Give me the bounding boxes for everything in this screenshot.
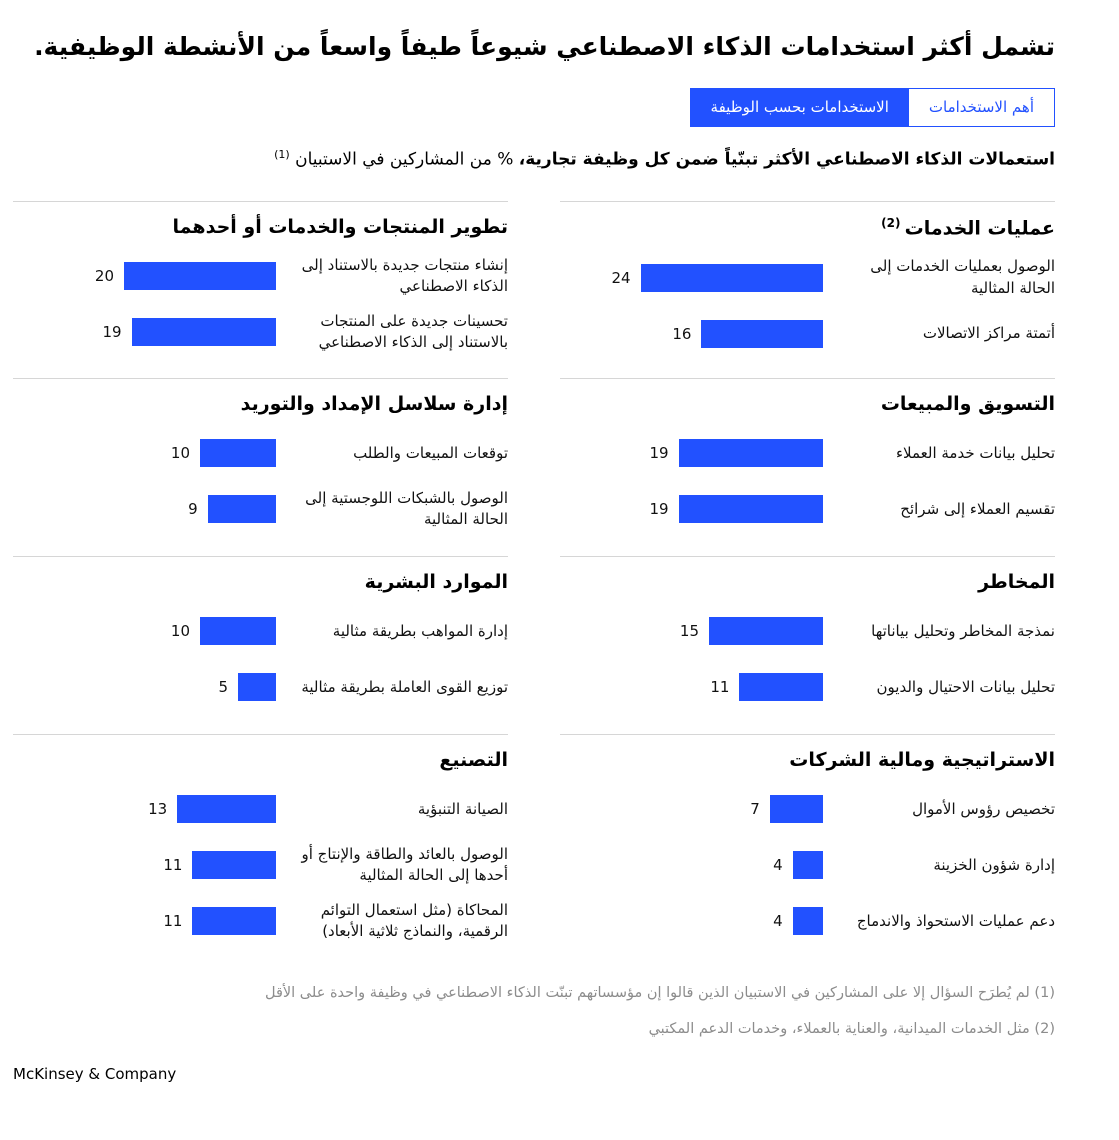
bar-row — [13, 304, 508, 360]
bar-value: 11 — [710, 678, 730, 697]
bar-label: تقسيم العملاء إلى شرائح — [900, 499, 1055, 518]
bar-row — [560, 893, 1055, 949]
bar — [124, 262, 276, 290]
bar — [208, 495, 276, 523]
bar — [770, 795, 823, 823]
chart-subtitle-bold: استعمالات الذكاء الاصطناعي الأكثر تبنّياً ضمن كل وظيفة تجارية، — [518, 149, 1055, 170]
section-title: التصنيع — [439, 749, 508, 772]
section-title: إدارة سلاسل الإمداد والتوريد — [240, 393, 508, 416]
function-section — [560, 201, 1055, 378]
bar-label: تخصيص رؤوس الأموال — [912, 799, 1055, 818]
bar-row — [13, 481, 508, 537]
bar-row — [13, 603, 508, 659]
section-title: الاستراتيجية ومالية الشركات — [789, 749, 1055, 772]
section-rows — [560, 781, 1055, 949]
tab-uses-by-function-label: الاستخدامات بحسب الوظيفة — [710, 97, 889, 116]
bar-label: توقعات المبيعات والطلب — [353, 443, 508, 462]
bar-cell — [560, 320, 823, 348]
bar-row — [560, 659, 1055, 715]
bar — [641, 264, 823, 292]
tab-uses-by-function[interactable] — [691, 89, 909, 126]
bar-value: 24 — [611, 268, 631, 287]
section-title: تطوير المنتجات والخدمات أو أحدهما — [172, 216, 508, 239]
bar-value: 19 — [102, 323, 122, 342]
bar — [200, 617, 276, 645]
mckinsey-wordmark: McKinsey & Company — [13, 1064, 177, 1083]
section-rows — [13, 248, 508, 360]
bar-cell — [560, 439, 823, 467]
bar-value: 11 — [163, 856, 183, 875]
bar — [739, 673, 823, 701]
bar-cell — [560, 495, 823, 523]
bar-row — [560, 603, 1055, 659]
bar-cell — [560, 795, 823, 823]
bar-row — [13, 837, 508, 893]
bar-value: 10 — [170, 444, 190, 463]
bar — [192, 907, 276, 935]
bar-label: تحليل بيانات الاحتيال والديون — [876, 677, 1055, 696]
bar-cell — [13, 795, 276, 823]
chart-title: تشمل أكثر استخدامات الذكاء الاصطناعي شيوعاً طيفاً واسعاً من الأنشطة الوظيفية. — [34, 32, 1055, 61]
tab-top-uses-label: أهم الاستخدامات — [928, 97, 1034, 116]
bar-value: 16 — [672, 324, 692, 343]
bar — [177, 795, 276, 823]
function-section — [13, 734, 508, 949]
bar-value: 4 — [773, 856, 783, 875]
bar — [793, 851, 823, 879]
section-rows — [560, 603, 1055, 715]
section-rows — [13, 781, 508, 949]
function-section — [13, 201, 508, 378]
section-title: عمليات الخدمات — [904, 217, 1055, 240]
footnotes — [13, 983, 1055, 1041]
tab-top-uses[interactable] — [909, 89, 1054, 126]
bar-cell — [560, 264, 823, 292]
bar — [200, 439, 276, 467]
footnote-2: (2) مثل الخدمات الميدانية، والعناية بالعملاء، وخدمات الدعم المكتبي — [648, 1021, 1055, 1038]
section-rows — [560, 425, 1055, 537]
chart-subtitle-unit: % من المشاركين في الاستبيان — [295, 149, 514, 170]
bar-value: 15 — [679, 622, 699, 641]
bar-row — [13, 248, 508, 304]
function-section — [13, 556, 508, 734]
section-rows — [13, 425, 508, 537]
bar-label: الوصول بعمليات الخدمات إلى الحالة المثالية — [870, 256, 1055, 297]
bar-label: الوصول بالشبكات اللوجستية إلى الحالة المثالية — [305, 488, 508, 529]
bar — [709, 617, 823, 645]
bar-row — [13, 893, 508, 949]
bar-label: المحاكاة (مثل استعمال التوائم الرقمية، والنماذج ثلاثية الأبعاد) — [320, 900, 508, 941]
bar — [192, 851, 276, 879]
bar-value: 10 — [170, 622, 190, 641]
bar-label: تحليل بيانات خدمة العملاء — [895, 443, 1055, 462]
bar-label: الصيانة التنبؤية — [417, 799, 508, 818]
bar-cell — [560, 851, 823, 879]
section-footnote-marker: (2) — [881, 216, 905, 231]
bar-cell — [13, 439, 276, 467]
bar-label: أتمتة مراكز الاتصالات — [922, 323, 1055, 342]
bar-value: 19 — [649, 444, 669, 463]
footnote-1: (1) لم يُطرَح السؤال إلا على المشاركين في الاستبيان الذين قالوا إن مؤسساتهم تبنّت الذكاء الاصطناعي في وظيفة واحدة على الأقل — [264, 985, 1055, 1002]
bar-value: 9 — [188, 500, 198, 519]
bar-label: توزيع القوى العاملة بطريقة مثالية — [301, 677, 508, 696]
view-toggle — [690, 88, 1055, 127]
bar-cell — [560, 617, 823, 645]
bar-row — [560, 425, 1055, 481]
bar-row — [560, 306, 1055, 362]
bar-value: 19 — [649, 500, 669, 519]
bar — [793, 907, 823, 935]
function-section — [560, 378, 1055, 556]
chart-subtitle-footnote-marker: (1) — [274, 147, 290, 161]
bar-value: 13 — [148, 800, 168, 819]
bar-label: إنشاء منتجات جديدة بالاستناد إلى الذكاء الاصطناعي — [301, 255, 508, 296]
function-section — [560, 556, 1055, 734]
bar-row — [560, 837, 1055, 893]
section-rows — [13, 603, 508, 715]
function-section — [560, 734, 1055, 949]
bar-cell — [13, 673, 276, 701]
bar-label: الوصول بالعائد والطاقة والإنتاج أو أحدها إلى الحالة المثالية — [301, 844, 508, 885]
bar-label: دعم عمليات الاستحواذ والاندماج — [856, 911, 1055, 930]
bar-cell — [13, 495, 276, 523]
bar-label: إدارة شؤون الخزينة — [933, 855, 1055, 874]
chart-subtitle — [13, 148, 1055, 170]
bar-row — [13, 425, 508, 481]
bar-value: 7 — [750, 800, 760, 819]
section-title: التسويق والمبيعات — [880, 393, 1055, 416]
section-rows — [560, 250, 1055, 362]
chart-grid — [13, 201, 1055, 949]
bar-row — [560, 250, 1055, 306]
section-title: المخاطر — [978, 571, 1055, 594]
bar-cell — [560, 673, 823, 701]
bar-row — [13, 781, 508, 837]
bar-cell — [560, 907, 823, 935]
bar — [238, 673, 276, 701]
bar-cell — [13, 262, 276, 290]
bar-cell — [13, 907, 276, 935]
bar-label: إدارة المواهب بطريقة مثالية — [332, 621, 508, 640]
section-title: الموارد البشرية — [364, 571, 508, 594]
bar-cell — [13, 617, 276, 645]
bar-value: 20 — [94, 267, 114, 286]
bar-label: تحسينات جديدة على المنتجات بالاستناد إلى الذكاء الاصطناعي — [318, 311, 508, 352]
bar-row — [13, 659, 508, 715]
bar-cell — [13, 318, 276, 346]
bar-value: 4 — [773, 912, 783, 931]
bar-label: نمذجة المخاطر وتحليل بياناتها — [871, 621, 1055, 640]
bar-row — [560, 481, 1055, 537]
bar-row — [560, 781, 1055, 837]
function-section — [13, 378, 508, 556]
bar — [679, 439, 823, 467]
bar-cell — [13, 851, 276, 879]
bar — [132, 318, 276, 346]
bar — [679, 495, 823, 523]
bar-value: 5 — [218, 678, 228, 697]
view-toggle-wrap — [13, 88, 1055, 127]
bar-value: 11 — [163, 912, 183, 931]
bar — [701, 320, 823, 348]
